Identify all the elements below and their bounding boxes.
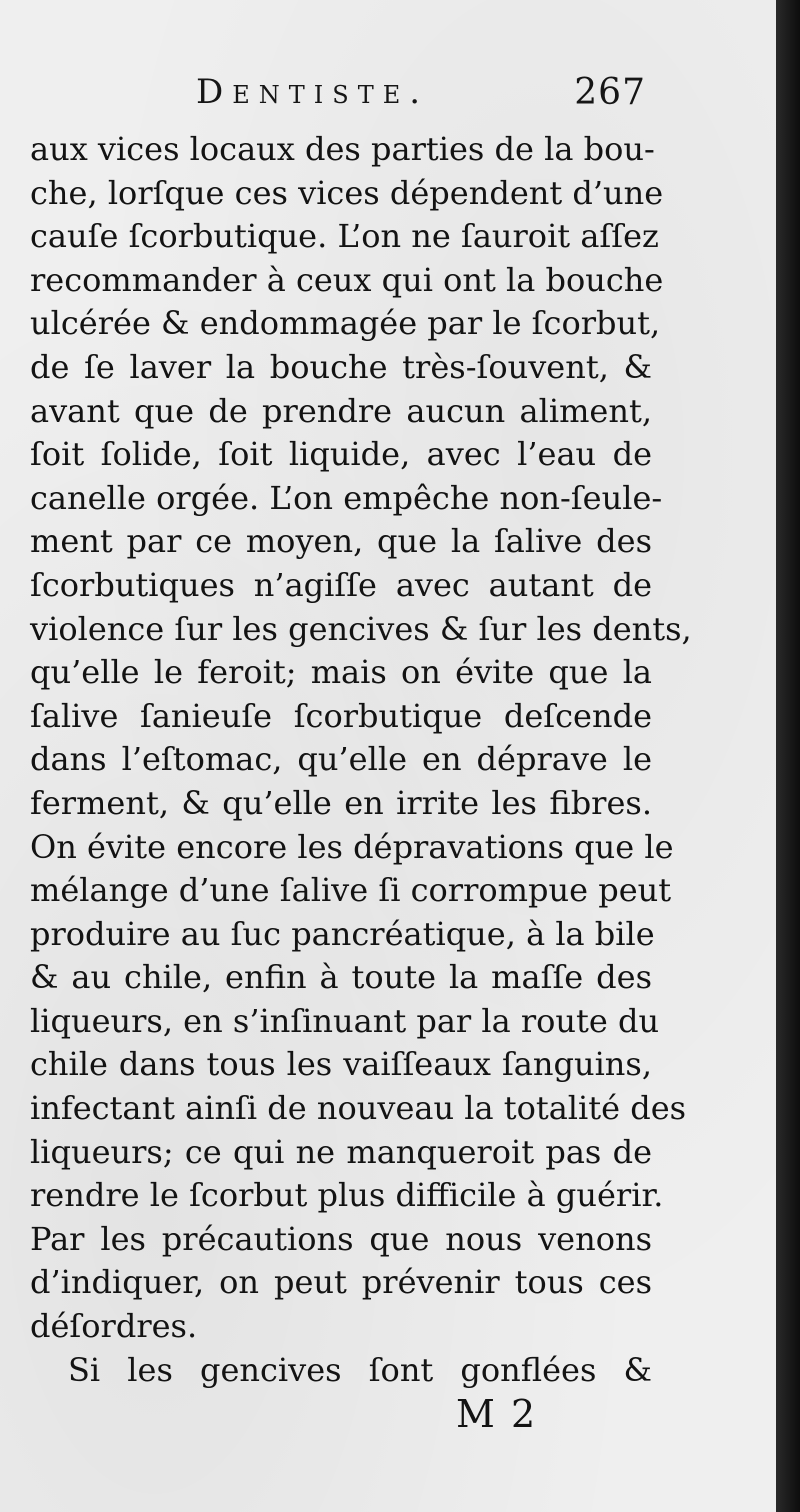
body-text: [30, 128, 692, 1392]
text-line: infectant ainſi de nouveau la totalité des: [30, 1089, 687, 1128]
text-line: & au chile, enfin à toute la maſſe des: [30, 958, 652, 997]
text-line: d’indiquer, on peut prévenir tous ces: [30, 1263, 652, 1302]
text-line: On évite encore les dépravations que le: [30, 827, 674, 866]
signature-mark: M 2: [456, 1392, 538, 1436]
text-line: ulcérée & endommagée par le ſcorbut,: [30, 304, 661, 343]
text-line: ſcorbutiques n’agiſſe avec autant de: [30, 565, 652, 604]
text-line: qu’elle le feroit; mais on évite que la: [30, 653, 652, 692]
text-line: avant que de prendre aucun aliment,: [30, 391, 652, 430]
text-line: liqueurs, en s’inſinuant par la route du: [30, 1001, 660, 1040]
running-title: Dentiste.: [196, 72, 430, 112]
running-head: [196, 72, 656, 122]
text-line: cauſe ſcorbutique. L’on ne ſauroit aſſez: [30, 217, 659, 256]
text-line: mélange d’une ſalive ſi corrompue peut: [30, 871, 672, 910]
text-line: aux vices locaux des parties de la bou-: [30, 130, 655, 168]
page-number: 267: [574, 72, 646, 113]
text-line: produire au ſuc pancréatique, à la bile: [30, 914, 655, 953]
text-line: rendre le ſcorbut plus difficile à guérir.: [30, 1176, 664, 1215]
text-line: liqueurs; ce qui ne manqueroit pas de: [30, 1132, 652, 1171]
text-line: Si les gencives ſont gonflées &: [68, 1350, 652, 1389]
text-line: chile dans tous les vaiſſeaux ſanguins,: [30, 1045, 652, 1084]
text-line: ſalive ſanieuſe ſcorbutique deſcende: [30, 696, 652, 735]
text-line: che, lorſque ces vices dépendent d’une: [30, 173, 664, 212]
text-line: de ſe laver la bouche très-ſouvent, &: [30, 347, 652, 386]
page-edge: [776, 0, 800, 1512]
text-line: ferment, & qu’elle en irrite les fibres.: [30, 783, 652, 822]
text-line: Par les précautions que nous venons: [30, 1219, 652, 1258]
text-line: ment par ce moyen, que la ſalive des: [30, 522, 652, 561]
text-line: canelle orgée. L’on empêche non-ſeule-: [30, 478, 663, 517]
text-line: déſordres.: [30, 1307, 198, 1346]
text-line: ſoit ſolide, ſoit liquide, avec l’eau de: [30, 435, 652, 474]
text-line: recommander à ceux qui ont la bouche: [30, 260, 664, 299]
text-line: dans l’eſtomac, qu’elle en déprave le: [30, 740, 652, 779]
text-line: violence ſur les gencives & ſur les dents,: [30, 609, 692, 648]
